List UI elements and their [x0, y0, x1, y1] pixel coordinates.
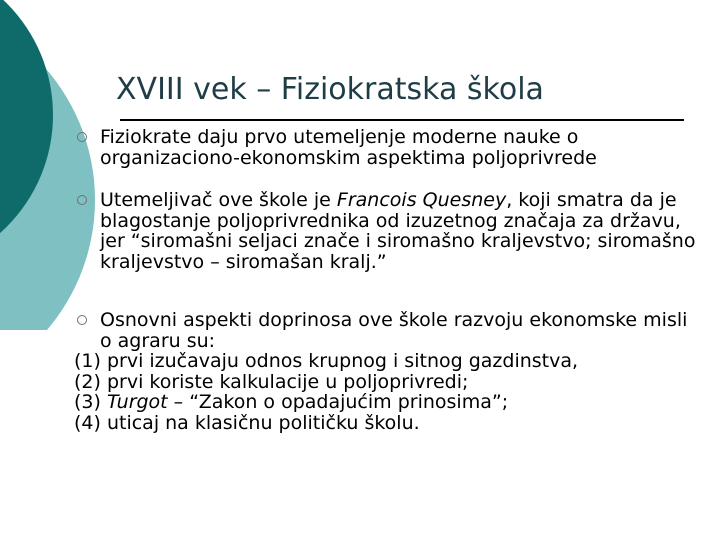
paragraph-2-before: Utemeljivač ove škole je [100, 189, 337, 211]
turgot-name: Turgot [106, 391, 168, 413]
paragraph-2-after: , koji smatra da je blagostanje poljoprivrednika od izuzetnog značaja za državu, jer “siromašni seljaci znače i siromašno kraljevstvo; siromašno kraljevstvo – siromašan kralj.” [100, 189, 696, 273]
paragraph-3 [74, 310, 704, 433]
paragraph-3-intro-text: Osnovni aspekti doprinosa ove škole razvoju ekonomske misli o agraru su: [100, 309, 688, 352]
list-item-text: – “Zakon o opadajućim prinosima”; [167, 391, 509, 413]
list-item: (2) prvi koriste kalkulacije u poljoprivredi; [74, 370, 469, 393]
quesney-name: Francois Quesney [336, 189, 507, 211]
paragraph-1-text: Fiziokrate daju prvo utemeljenje moderne nauke o organizaciono-ekonomskim aspektima poljoprivrede [100, 126, 597, 169]
slide-body [74, 127, 704, 433]
title-underline [120, 119, 684, 121]
list-item: (4) uticaj na klasičnu političku školu. [74, 411, 420, 434]
paragraph-2 [74, 190, 704, 272]
paragraph-3-intro [74, 310, 704, 351]
hollow-bullet-icon [77, 132, 87, 142]
aspects-list [74, 351, 704, 433]
list-item-number: (3) [74, 391, 107, 413]
list-item: (1) prvi izučavaju odnos krupnog i sitnog gazdinstva, [74, 350, 579, 372]
paragraph-1 [74, 127, 704, 168]
hollow-bullet-icon [77, 195, 87, 205]
hollow-bullet-icon [77, 315, 87, 325]
slide-title: XVIII vek – Fiziokratska škola [116, 72, 544, 107]
list-item [74, 392, 704, 413]
